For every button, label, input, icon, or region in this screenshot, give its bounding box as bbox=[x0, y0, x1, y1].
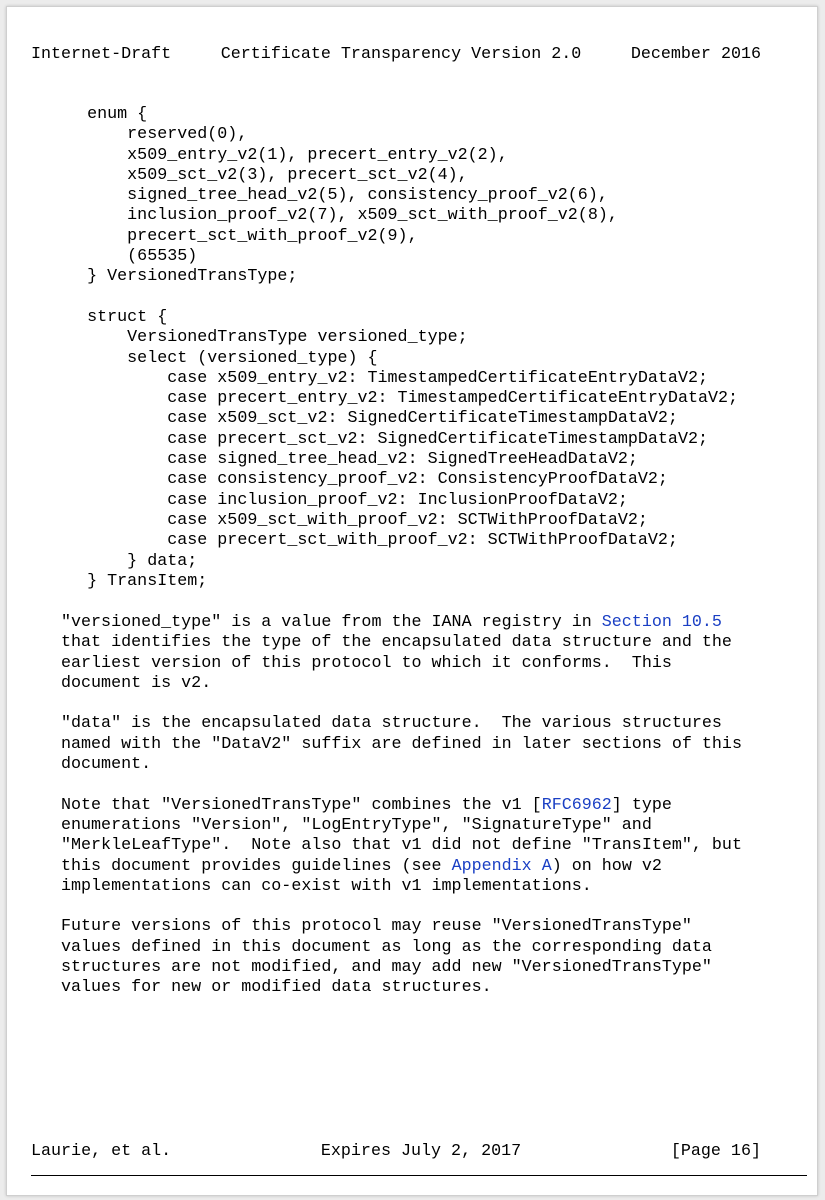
code-line: case signed_tree_head_v2: SignedTreeHeadDataV2; bbox=[7, 450, 638, 470]
text-run: "versioned_type" is a value from the IANA registry in bbox=[61, 613, 602, 632]
body-text bbox=[61, 613, 742, 1019]
code-line: case precert_entry_v2: TimestampedCertificateEntryDataV2; bbox=[7, 389, 739, 409]
header-left: Internet-Draft bbox=[31, 45, 172, 64]
text-line bbox=[61, 735, 742, 755]
code-line: case x509_entry_v2: TimestampedCertificateEntryDataV2; bbox=[7, 368, 708, 388]
document-page bbox=[6, 6, 818, 1196]
text-run: document is v2. bbox=[61, 673, 212, 693]
text-run: ) on how v2 bbox=[551, 856, 662, 876]
header-date: December 2016 bbox=[630, 45, 761, 64]
code-line: } data; bbox=[7, 551, 198, 571]
page-header bbox=[31, 45, 761, 65]
paragraph bbox=[61, 714, 742, 775]
text-line bbox=[61, 816, 742, 836]
text-line bbox=[61, 755, 742, 775]
text-line bbox=[61, 633, 742, 653]
footer-page-number: [Page 16] bbox=[670, 1142, 761, 1161]
text-run: earliest version of this protocol to which it conforms. This bbox=[61, 653, 672, 673]
text-run: "MerkleLeafType". Note also that v1 did not define "TransItem", but bbox=[61, 836, 742, 856]
text-line bbox=[61, 978, 742, 998]
paragraph bbox=[61, 613, 742, 694]
text-run: document. bbox=[61, 755, 152, 775]
footer-expiry: Expires July 2, 2017 bbox=[320, 1142, 522, 1161]
text-run: that identifies the type of the encapsulated data structure and the bbox=[61, 633, 732, 653]
text-run: values for new or modified data structures. bbox=[61, 978, 492, 998]
code-line: case precert_sct_v2: SignedCertificateTimestampDataV2; bbox=[7, 429, 708, 449]
code-line: case precert_sct_with_proof_v2: SCTWithProofDataV2; bbox=[7, 531, 678, 551]
code-line: x509_entry_v2(1), precert_entry_v2(2), bbox=[7, 145, 508, 165]
text-line bbox=[61, 796, 742, 816]
text-line bbox=[61, 938, 742, 958]
code-line bbox=[7, 288, 738, 308]
code-line: VersionedTransType versioned_type; bbox=[7, 328, 468, 348]
xref-link[interactable]: RFC6962 bbox=[541, 795, 612, 815]
code-block bbox=[7, 105, 738, 592]
xref-link[interactable]: Appendix A bbox=[451, 856, 552, 876]
code-line: } VersionedTransType; bbox=[7, 267, 298, 287]
text-line bbox=[61, 857, 742, 877]
footer-authors: Laurie, et al. bbox=[31, 1142, 172, 1161]
code-line: reserved(0), bbox=[7, 125, 248, 145]
text-line bbox=[61, 714, 742, 734]
code-line: struct { bbox=[7, 307, 168, 327]
header-title: Certificate Transparency Version 2.0 bbox=[220, 45, 582, 64]
text-line bbox=[61, 654, 742, 674]
code-line: inclusion_proof_v2(7), x509_sct_with_proof_v2(8), bbox=[7, 206, 618, 226]
text-run: ] type bbox=[611, 795, 672, 815]
code-line: x509_sct_v2(3), precert_sct_v2(4), bbox=[7, 165, 468, 185]
code-line: enum { bbox=[7, 105, 148, 124]
paragraph bbox=[61, 917, 742, 998]
footer-rule bbox=[31, 1175, 807, 1176]
text-run: values defined in this document as long as the corresponding data bbox=[61, 937, 712, 957]
text-run: structures are not modified, and may add new "VersionedTransType" bbox=[61, 958, 712, 978]
code-line: precert_sct_with_proof_v2(9), bbox=[7, 226, 418, 246]
text-run: enumerations "Version", "LogEntryType", "SignatureType" and bbox=[61, 815, 652, 835]
code-line: select (versioned_type) { bbox=[7, 348, 378, 368]
code-line: case x509_sct_v2: SignedCertificateTimestampDataV2; bbox=[7, 409, 678, 429]
code-line: signed_tree_head_v2(5), consistency_proof_v2(6), bbox=[7, 186, 608, 206]
text-line bbox=[61, 917, 742, 937]
text-run: this document provides guidelines (see bbox=[61, 856, 452, 876]
text-run: Future versions of this protocol may reuse "VersionedTransType" bbox=[61, 917, 692, 937]
text-line bbox=[61, 877, 742, 897]
text-run: implementations can co-exist with v1 implementations. bbox=[61, 876, 592, 896]
page-footer bbox=[31, 1142, 761, 1162]
paragraph bbox=[61, 796, 742, 897]
code-line: case consistency_proof_v2: ConsistencyProofDataV2; bbox=[7, 470, 668, 490]
text-run: named with the "DataV2" suffix are defined in later sections of this bbox=[61, 734, 742, 754]
text-run: "data" is the encapsulated data structure. The various structures bbox=[61, 714, 722, 734]
text-line bbox=[61, 674, 742, 694]
code-line: (65535) bbox=[7, 247, 198, 267]
code-line: case inclusion_proof_v2: InclusionProofDataV2; bbox=[7, 490, 628, 510]
text-line bbox=[61, 836, 742, 856]
text-line bbox=[61, 613, 742, 633]
xref-link[interactable]: Section 10.5 bbox=[601, 613, 722, 632]
code-line: case x509_sct_with_proof_v2: SCTWithProofDataV2; bbox=[7, 510, 648, 530]
code-line: } TransItem; bbox=[7, 571, 208, 591]
text-run: Note that "VersionedTransType" combines the v1 [ bbox=[61, 795, 542, 815]
text-line bbox=[61, 958, 742, 978]
